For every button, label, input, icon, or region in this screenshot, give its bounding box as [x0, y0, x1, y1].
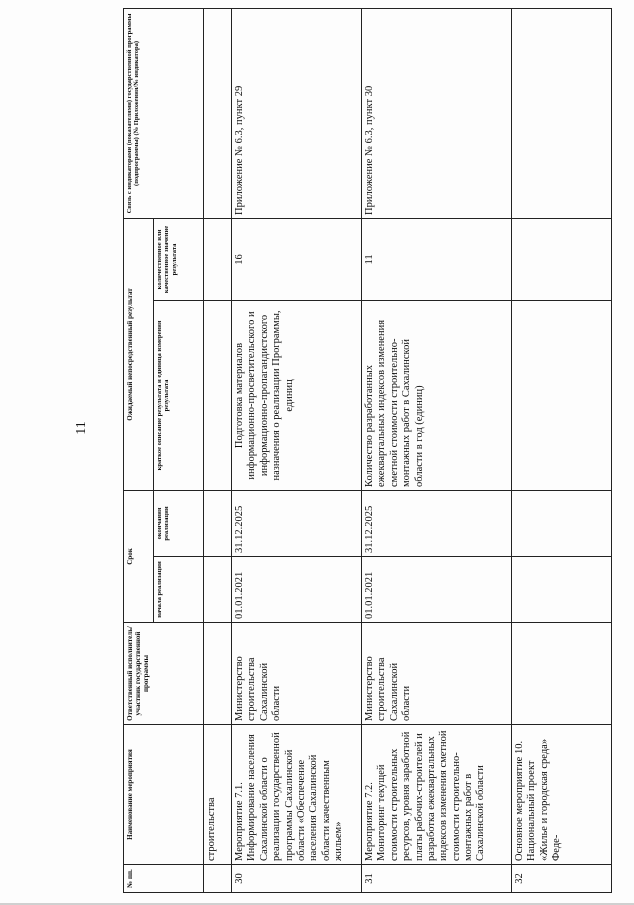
row-num: 31 — [362, 865, 512, 893]
table-row — [512, 8, 612, 892]
row-start: 01.01.2021 — [232, 557, 362, 623]
row-end — [512, 490, 612, 556]
rotated-table-wrapper — [123, 9, 611, 893]
row-link — [512, 8, 612, 218]
row-name: Мероприятие 7.1. Информирование населения Сахалинской области о реализации государственной программы Сахалинской области «Обеспечение населения Сахалинской области качественным жильем» — [232, 725, 362, 865]
header-num: № пп. — [124, 865, 204, 893]
row-responsible: Министерство строительства Сахалинской области — [362, 623, 512, 725]
header-term: Срок — [124, 490, 154, 622]
header-expected: Ожидаемый непосредственный результат — [124, 218, 154, 490]
row-end: 31.12.2025 — [362, 490, 512, 556]
table-row — [362, 8, 512, 892]
header-expected-value: количественное или качественное значение результата — [154, 218, 204, 300]
row-value — [512, 218, 612, 300]
header-term-start: начала реализации — [154, 557, 204, 623]
header-expected-desc: краткое описание результата и единица измерения результата — [154, 300, 204, 490]
row-responsible: Министерство строительства Сахалинской области — [232, 623, 362, 725]
row-start — [512, 557, 612, 623]
measures-table — [123, 8, 612, 893]
row-responsible — [512, 623, 612, 725]
header-term-end: окончания реализации — [154, 490, 204, 556]
row-name: Мероприятие 7.2. Мониторинг текущей стоимости строительных ресурсов, уровня заработной платы рабочих-строителей и разработка ежеквартальных индексов изменения сметной стоимости строительно-монтажных работ в Сахалинской области — [362, 725, 512, 865]
row-value: 16 — [232, 218, 362, 300]
table-row-continuation — [204, 8, 232, 892]
row-name: Основное мероприятие 10. Национальный проект «Жилье и городская среда» Феде- — [512, 725, 612, 865]
continuation-text: строительства — [204, 725, 232, 865]
row-link: Приложение № 6.3, пункт 29 — [232, 8, 362, 218]
header-link: Связь с индикаторами (показателями) государственной программы (подпрограммы) (№ Приложения/№ индикатора) — [124, 8, 204, 218]
row-num: 30 — [232, 865, 362, 893]
row-link: Приложение № 6.3, пункт 30 — [362, 8, 512, 218]
row-start: 01.01.2021 — [362, 557, 512, 623]
header-responsible: Ответственный исполнитель/участник государственной программы — [124, 623, 204, 725]
row-desc: Количество разработанных ежеквартальных индексов изменения сметной стоимости строительно-монтажных работ в Сахалинской области в год (единиц) — [362, 300, 512, 490]
header-name: Наименование мероприятия — [124, 725, 204, 865]
row-num: 32 — [512, 865, 612, 893]
row-desc: Подготовка материалов информационно-просветительского и информационно-пропагандистского назначения о реализации Программы, единиц — [232, 300, 362, 490]
row-end: 31.12.2025 — [232, 490, 362, 556]
page-number: 11 — [74, 421, 89, 435]
row-value: 11 — [362, 218, 512, 300]
table-row — [232, 8, 362, 892]
row-desc — [512, 300, 612, 490]
